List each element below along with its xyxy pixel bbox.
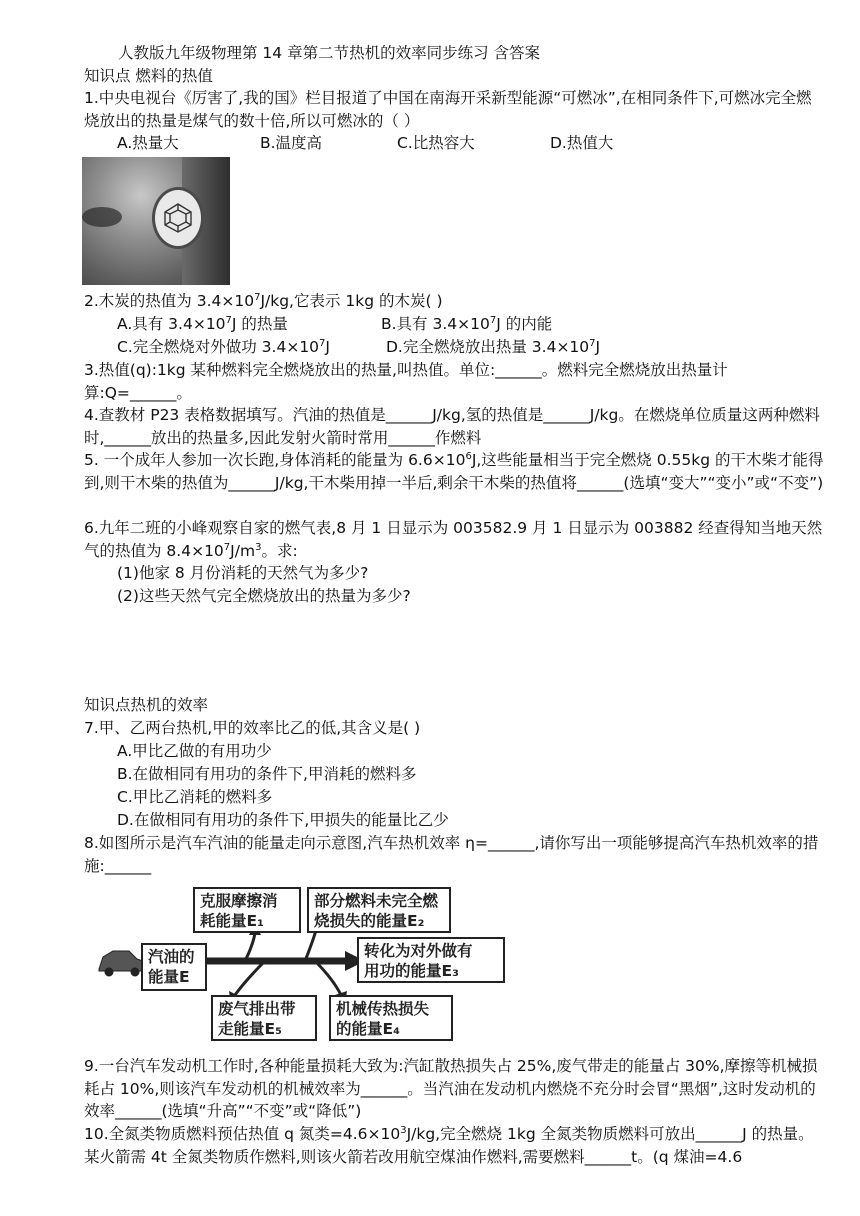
question-6-part-2: (2)这些天然气完全燃烧放出的热量为多少? bbox=[117, 587, 411, 605]
gasoline-energy-box: 汽油的 能量E bbox=[141, 943, 207, 991]
question-1-option-a: A.热量大 bbox=[117, 134, 179, 152]
question-2-option-b: B.具有 $3.4\times 10^7J$ 的内能 bbox=[381, 314, 553, 333]
question-7-option-c: C.甲比乙消耗的燃料多 bbox=[117, 788, 273, 806]
question-1-stem: 1.中央电视台《厉害了,我的国》栏目报道了中国在南海开采新型能源“可燃冰”,在相同条件下,可燃冰完全燃烧放出的热量是煤气的数十倍,所以可燃冰的（ ） bbox=[84, 89, 812, 130]
page-title: 人教版九年级物理第 14 章第二节热机的效率同步练习 含答案 bbox=[118, 44, 541, 62]
question-2-option-d: D.完全燃烧放出热量 $3.4\times 10^7J$ bbox=[386, 337, 601, 356]
question-5: 5. 一个成年人参加一次长跑,身体消耗的能量为 $6.6\times 10^6J$,这些能量相当于完全燃烧 0.55kg 的干木柴才能得到,则干木柴的热值为______J/kg,干木柴用掉一半后,剩余干木柴的热值将______(选填“变大”“变小”或“不变”) bbox=[84, 450, 824, 492]
exhaust-loss-box: 废气排出带 走能量E₅ bbox=[211, 995, 317, 1041]
incomplete-combustion-loss-box: 部分燃料未完全燃 烧损失的能量E₂ bbox=[307, 887, 451, 933]
energy-flow-diagram bbox=[95, 883, 515, 1045]
heat-transfer-loss-box: 机械传热损失 的能量E₄ bbox=[329, 995, 453, 1041]
question-7-option-b: B.在做相同有用功的条件下,甲消耗的燃料多 bbox=[117, 765, 417, 783]
friction-loss-box: 克服摩擦消 耗能量E₁ bbox=[193, 887, 301, 933]
question-7-option-a: A.甲比乙做的有用功少 bbox=[117, 742, 272, 760]
question-7-option-d: D.在做相同有用功的条件下,甲损失的能量比乙少 bbox=[117, 811, 449, 829]
question-6-part-1: (1)他家 8 月份消耗的天然气为多少? bbox=[117, 564, 369, 582]
section-heading-heat-value: 知识点 燃料的热值 bbox=[84, 67, 213, 85]
question-2-stem: 2.木炭的热值为 $3.4\times 10^7J/kg$,它表示 1kg 的木炭( ) bbox=[84, 291, 443, 310]
question-2-option-c: C.完全燃烧对外做功 $3.4\times 10^7J$ bbox=[117, 337, 330, 356]
question-6-stem: 6.九年二班的小峰观察自家的燃气表,8 月 1 日显示为 003582.9 月 1 日显示为 003882 经查得知当地天然气的热值为 $8.4\times 10^7J/m^3$。求: bbox=[84, 519, 823, 560]
question-9: 9.一台汽车发动机工作时,各种能量损耗大致为:汽缸散热损失占 25%,废气带走的能量占 30%,摩擦等机械损耗占 10%,则该汽车发动机的机械效率为______。当汽油在发动机内燃烧不充分时会冒“黑烟”,这时发动机的效率______(选填“升高”“不变”或“降低”) bbox=[84, 1057, 818, 1120]
question-2-option-a: A.具有 $3.4\times 10^7J$ 的热量 bbox=[117, 314, 288, 333]
question-1-option-c: C.比热容大 bbox=[397, 134, 475, 152]
car-icon bbox=[99, 951, 143, 976]
question-8: 8.如图所示是汽车汽油的能量走向示意图,汽车热机效率 η=______,请你写出一项能够提高汽车热机效率的措施:______ bbox=[84, 834, 819, 875]
question-1-option-b: B.温度高 bbox=[260, 134, 323, 152]
question-3: 3.热值(q):1kg 某种燃料完全燃烧放出的热量,叫热值。单位:______。燃料完全燃烧放出热量计算:Q=______。 bbox=[84, 361, 728, 402]
section-heading-engine-efficiency: 知识点热机的效率 bbox=[84, 696, 209, 714]
combustible-ice-photo bbox=[82, 157, 230, 285]
useful-work-box: 转化为对外做有 用功的能量E₃ bbox=[357, 937, 505, 983]
question-10: 10.全氮类物质燃料预估热值 q 氮类$=4.6\times 10^3J/kg$,完全燃烧 1kg 全氮类物质燃料可放出______J 的热量。某火箭需 4t 全氮类物质作燃料,则该火箭若改用航空煤油作燃料,需要燃料______t。(q 煤油=4.6 bbox=[84, 1124, 814, 1166]
question-7-stem: 7.甲、乙两台热机,甲的效率比乙的低,其含义是( ) bbox=[84, 719, 421, 737]
question-4: 4.查教材 P23 表格数据填写。汽油的热值是______J/kg,氢的热值是______J/kg。在燃烧单位质量这两种燃料时,______放出的热量多,因此发射火箭时常用______作燃料 bbox=[84, 406, 820, 447]
question-1-option-d: D.热值大 bbox=[550, 134, 614, 152]
